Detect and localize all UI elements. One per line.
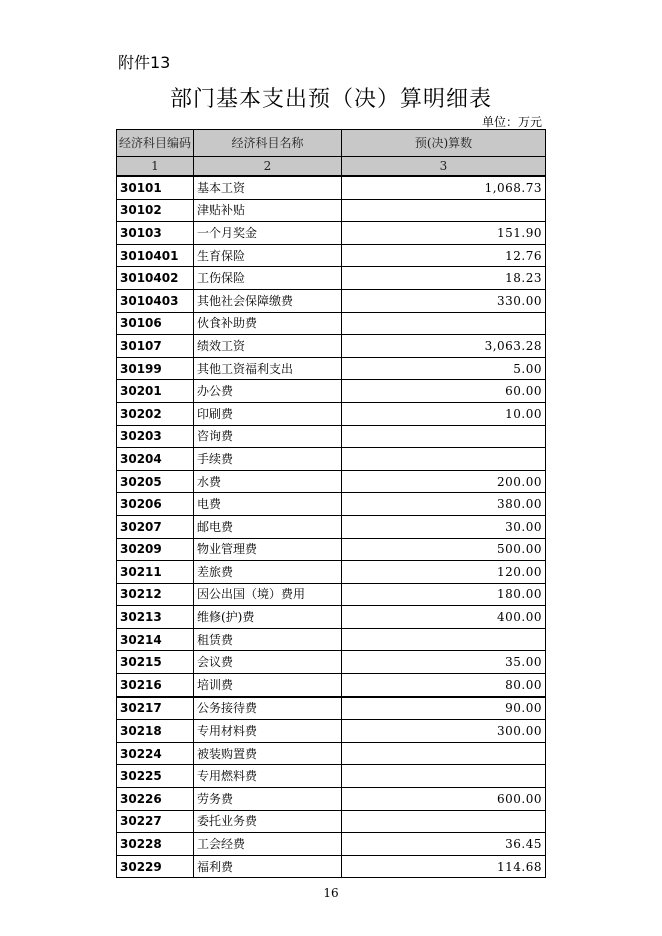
row-name: 其他工资福利支出 [194,357,342,380]
table-row [117,606,546,629]
row-code: 30199 [117,357,194,380]
table-row [117,515,546,538]
table-row [117,720,546,743]
row-name: 工伤保险 [194,267,342,290]
row-code: 30218 [117,720,194,743]
table-row [117,561,546,584]
row-amount [342,312,546,335]
row-code: 30227 [117,810,194,833]
table-row [117,833,546,856]
unit-label: 单位：万元 [481,115,542,129]
table-row [117,267,546,290]
row-name: 办公费 [194,380,342,403]
row-amount [342,199,546,222]
row-name: 一个月奖金 [194,222,342,245]
table-row [117,765,546,788]
table-row [117,335,546,358]
row-name: 福利费 [194,855,342,878]
table-row [117,402,546,425]
table-row [117,742,546,765]
table-row [117,810,546,833]
table-row [117,788,546,811]
row-code: 3010401 [117,244,194,267]
row-name: 劳务费 [194,788,342,811]
row-code: 30101 [117,176,194,199]
table-row [117,199,546,222]
row-amount: 600.00 [342,788,546,811]
row-amount: 5.00 [342,357,546,380]
table-row [117,357,546,380]
header-row [117,130,546,157]
row-amount: 151.90 [342,222,546,245]
row-amount [342,425,546,448]
row-amount: 3,063.28 [342,335,546,358]
row-amount: 36.45 [342,833,546,856]
row-name: 专用燃料费 [194,765,342,788]
row-name: 生育保险 [194,244,342,267]
row-code: 30107 [117,335,194,358]
row-amount [342,765,546,788]
row-name: 咨询费 [194,425,342,448]
row-amount: 120.00 [342,561,546,584]
row-amount [342,448,546,471]
row-amount: 400.00 [342,606,546,629]
row-name: 邮电费 [194,515,342,538]
row-code: 30224 [117,742,194,765]
row-name: 被装购置费 [194,742,342,765]
row-amount: 18.23 [342,267,546,290]
row-amount: 90.00 [342,697,546,720]
row-name: 伙食补助费 [194,312,342,335]
table-row [117,674,546,697]
row-code: 30225 [117,765,194,788]
table-row [117,697,546,720]
row-name: 其他社会保障缴费 [194,289,342,312]
row-name: 水费 [194,470,342,493]
table-row [117,289,546,312]
row-amount: 180.00 [342,583,546,606]
table-row [117,538,546,561]
row-name: 维修(护)费 [194,606,342,629]
table-row [117,176,546,199]
row-code: 30213 [117,606,194,629]
row-name: 基本工资 [194,176,342,199]
row-code: 30202 [117,402,194,425]
row-code: 30228 [117,833,194,856]
row-code: 30206 [117,493,194,516]
header-name: 经济科目名称 [194,130,342,157]
page-number: 16 [323,886,339,900]
table-row [117,470,546,493]
row-amount: 500.00 [342,538,546,561]
row-name: 公务接待费 [194,697,342,720]
row-code: 30103 [117,222,194,245]
row-name: 手续费 [194,448,342,471]
row-name: 物业管理费 [194,538,342,561]
row-amount: 330.00 [342,289,546,312]
row-code: 30212 [117,583,194,606]
header-index-row [117,157,546,177]
document-title: 部门基本支出预（决）算明细表 [169,87,492,112]
row-code: 30205 [117,470,194,493]
row-amount [342,742,546,765]
row-name: 印刷费 [194,402,342,425]
row-code: 30203 [117,425,194,448]
row-name: 培训费 [194,674,342,697]
row-name: 租赁费 [194,628,342,651]
header-amount: 预(决)算数 [342,130,546,157]
row-code: 30201 [117,380,194,403]
row-name: 专用材料费 [194,720,342,743]
table-row [117,493,546,516]
row-amount: 60.00 [342,380,546,403]
row-code: 30204 [117,448,194,471]
row-code: 30207 [117,515,194,538]
row-amount [342,810,546,833]
row-code: 30229 [117,855,194,878]
row-code: 30211 [117,561,194,584]
row-amount: 1,068.73 [342,176,546,199]
row-amount: 30.00 [342,515,546,538]
header-code-index: 1 [117,157,194,177]
row-name: 电费 [194,493,342,516]
table-row [117,651,546,674]
table-row [117,425,546,448]
row-name: 差旅费 [194,561,342,584]
row-code: 30226 [117,788,194,811]
table-row [117,583,546,606]
row-code: 3010403 [117,289,194,312]
row-amount [342,628,546,651]
row-amount: 200.00 [342,470,546,493]
budget-table [116,129,546,878]
table-row [117,380,546,403]
table-row [117,448,546,471]
row-code: 30215 [117,651,194,674]
attachment-label: 附件13 [118,53,171,72]
table-row [117,855,546,878]
row-code: 30106 [117,312,194,335]
row-code: 30217 [117,697,194,720]
row-code: 3010402 [117,267,194,290]
table-row [117,244,546,267]
row-amount: 10.00 [342,402,546,425]
table-row [117,628,546,651]
table-row [117,222,546,245]
table-row [117,312,546,335]
row-amount: 80.00 [342,674,546,697]
row-name: 工会经费 [194,833,342,856]
row-name: 绩效工资 [194,335,342,358]
row-amount: 380.00 [342,493,546,516]
row-amount: 300.00 [342,720,546,743]
row-amount: 12.76 [342,244,546,267]
row-name: 因公出国（境）费用 [194,583,342,606]
row-name: 津贴补贴 [194,199,342,222]
row-code: 30216 [117,674,194,697]
header-amount-index: 3 [342,157,546,177]
row-name: 会议费 [194,651,342,674]
row-name: 委托业务费 [194,810,342,833]
row-amount: 114.68 [342,855,546,878]
row-code: 30214 [117,628,194,651]
header-name-index: 2 [194,157,342,177]
row-amount: 35.00 [342,651,546,674]
header-code: 经济科目编码 [117,130,194,157]
row-code: 30209 [117,538,194,561]
row-code: 30102 [117,199,194,222]
